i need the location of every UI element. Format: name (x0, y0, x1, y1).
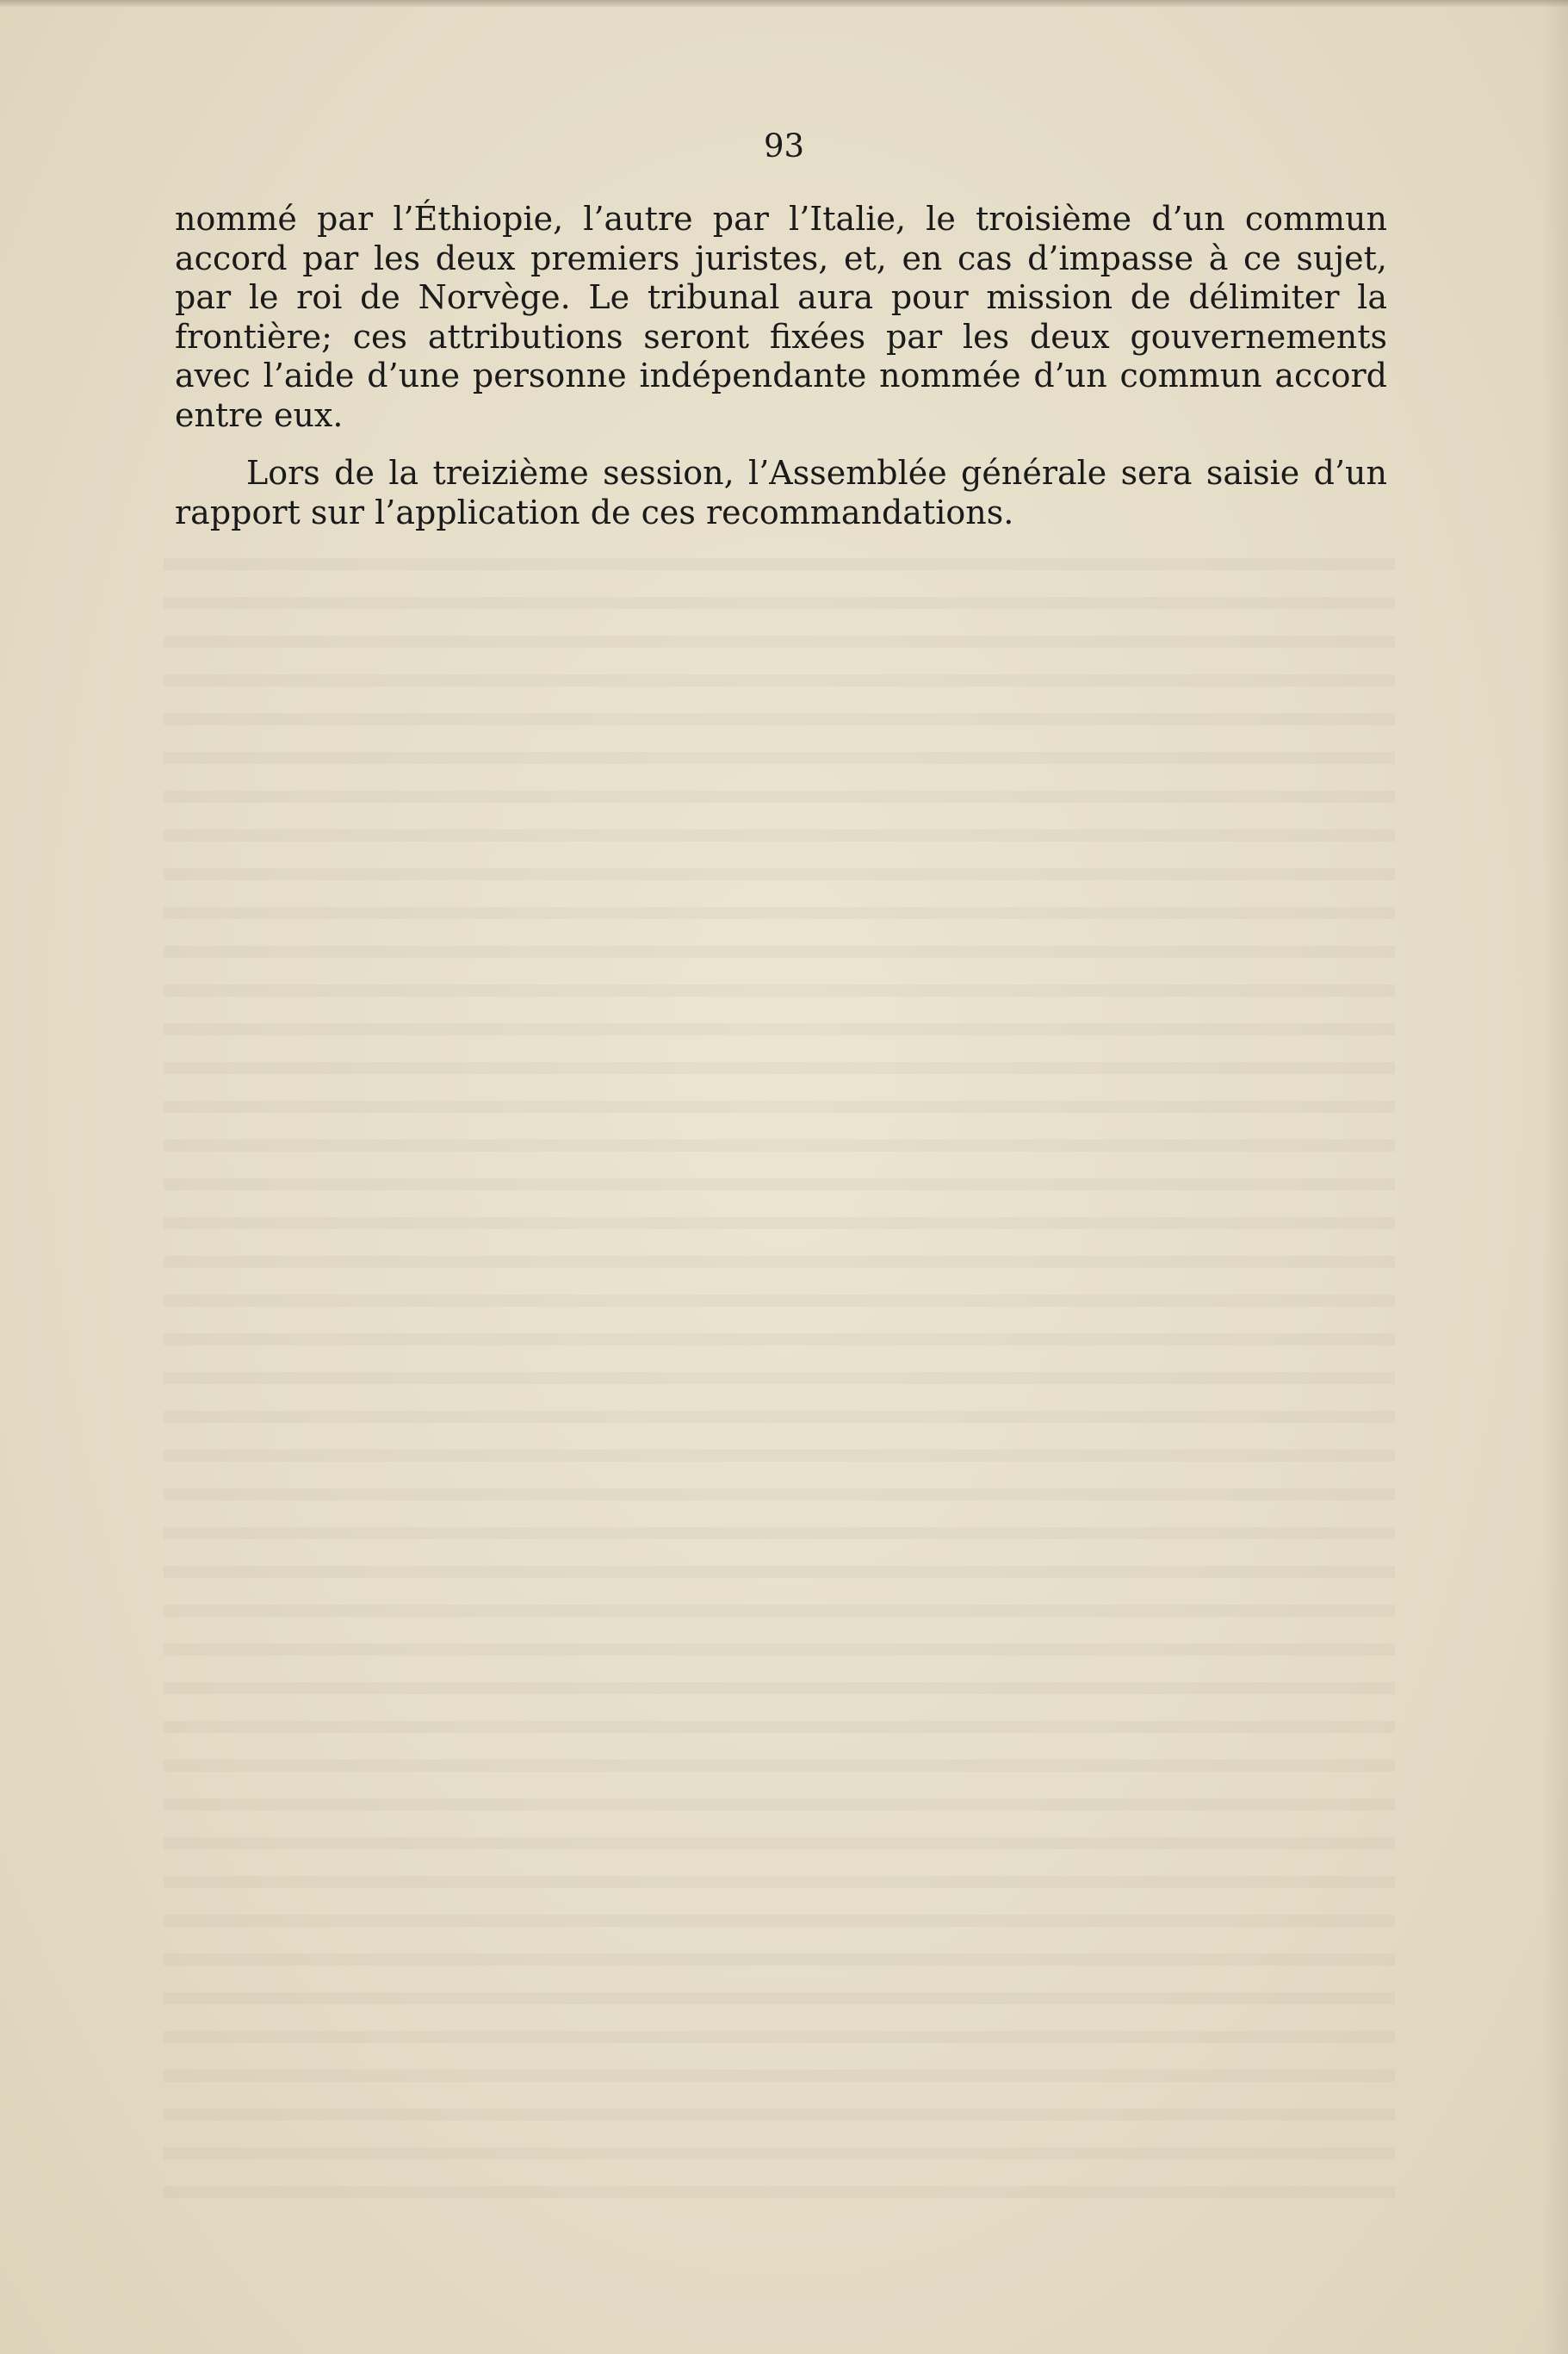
page-right-shadow (1542, 0, 1568, 2354)
reverse-side-show-through (164, 543, 1395, 2222)
page-number: 93 (763, 127, 805, 165)
paragraph-2: Lors de la treizième session, l’Assemblée générale sera saisie d’un rapport sur l’application de ces recommandations. (175, 454, 1387, 531)
body-text (175, 200, 1387, 532)
page-top-edge (0, 0, 1568, 7)
paragraph-1: nommé par l’Éthiopie, l’autre par l’Italie, le troisième d’un commun accord par les deux premiers juristes, et, en cas d’impasse à ce sujet, par le roi de Norvège. Le tribunal aura pour mission de délimiter la frontière; ces attributions seront fixées par les deux gouvernements avec l’aide d’une personne indépendante nommée d’un commun accord entre eux. (175, 200, 1387, 434)
